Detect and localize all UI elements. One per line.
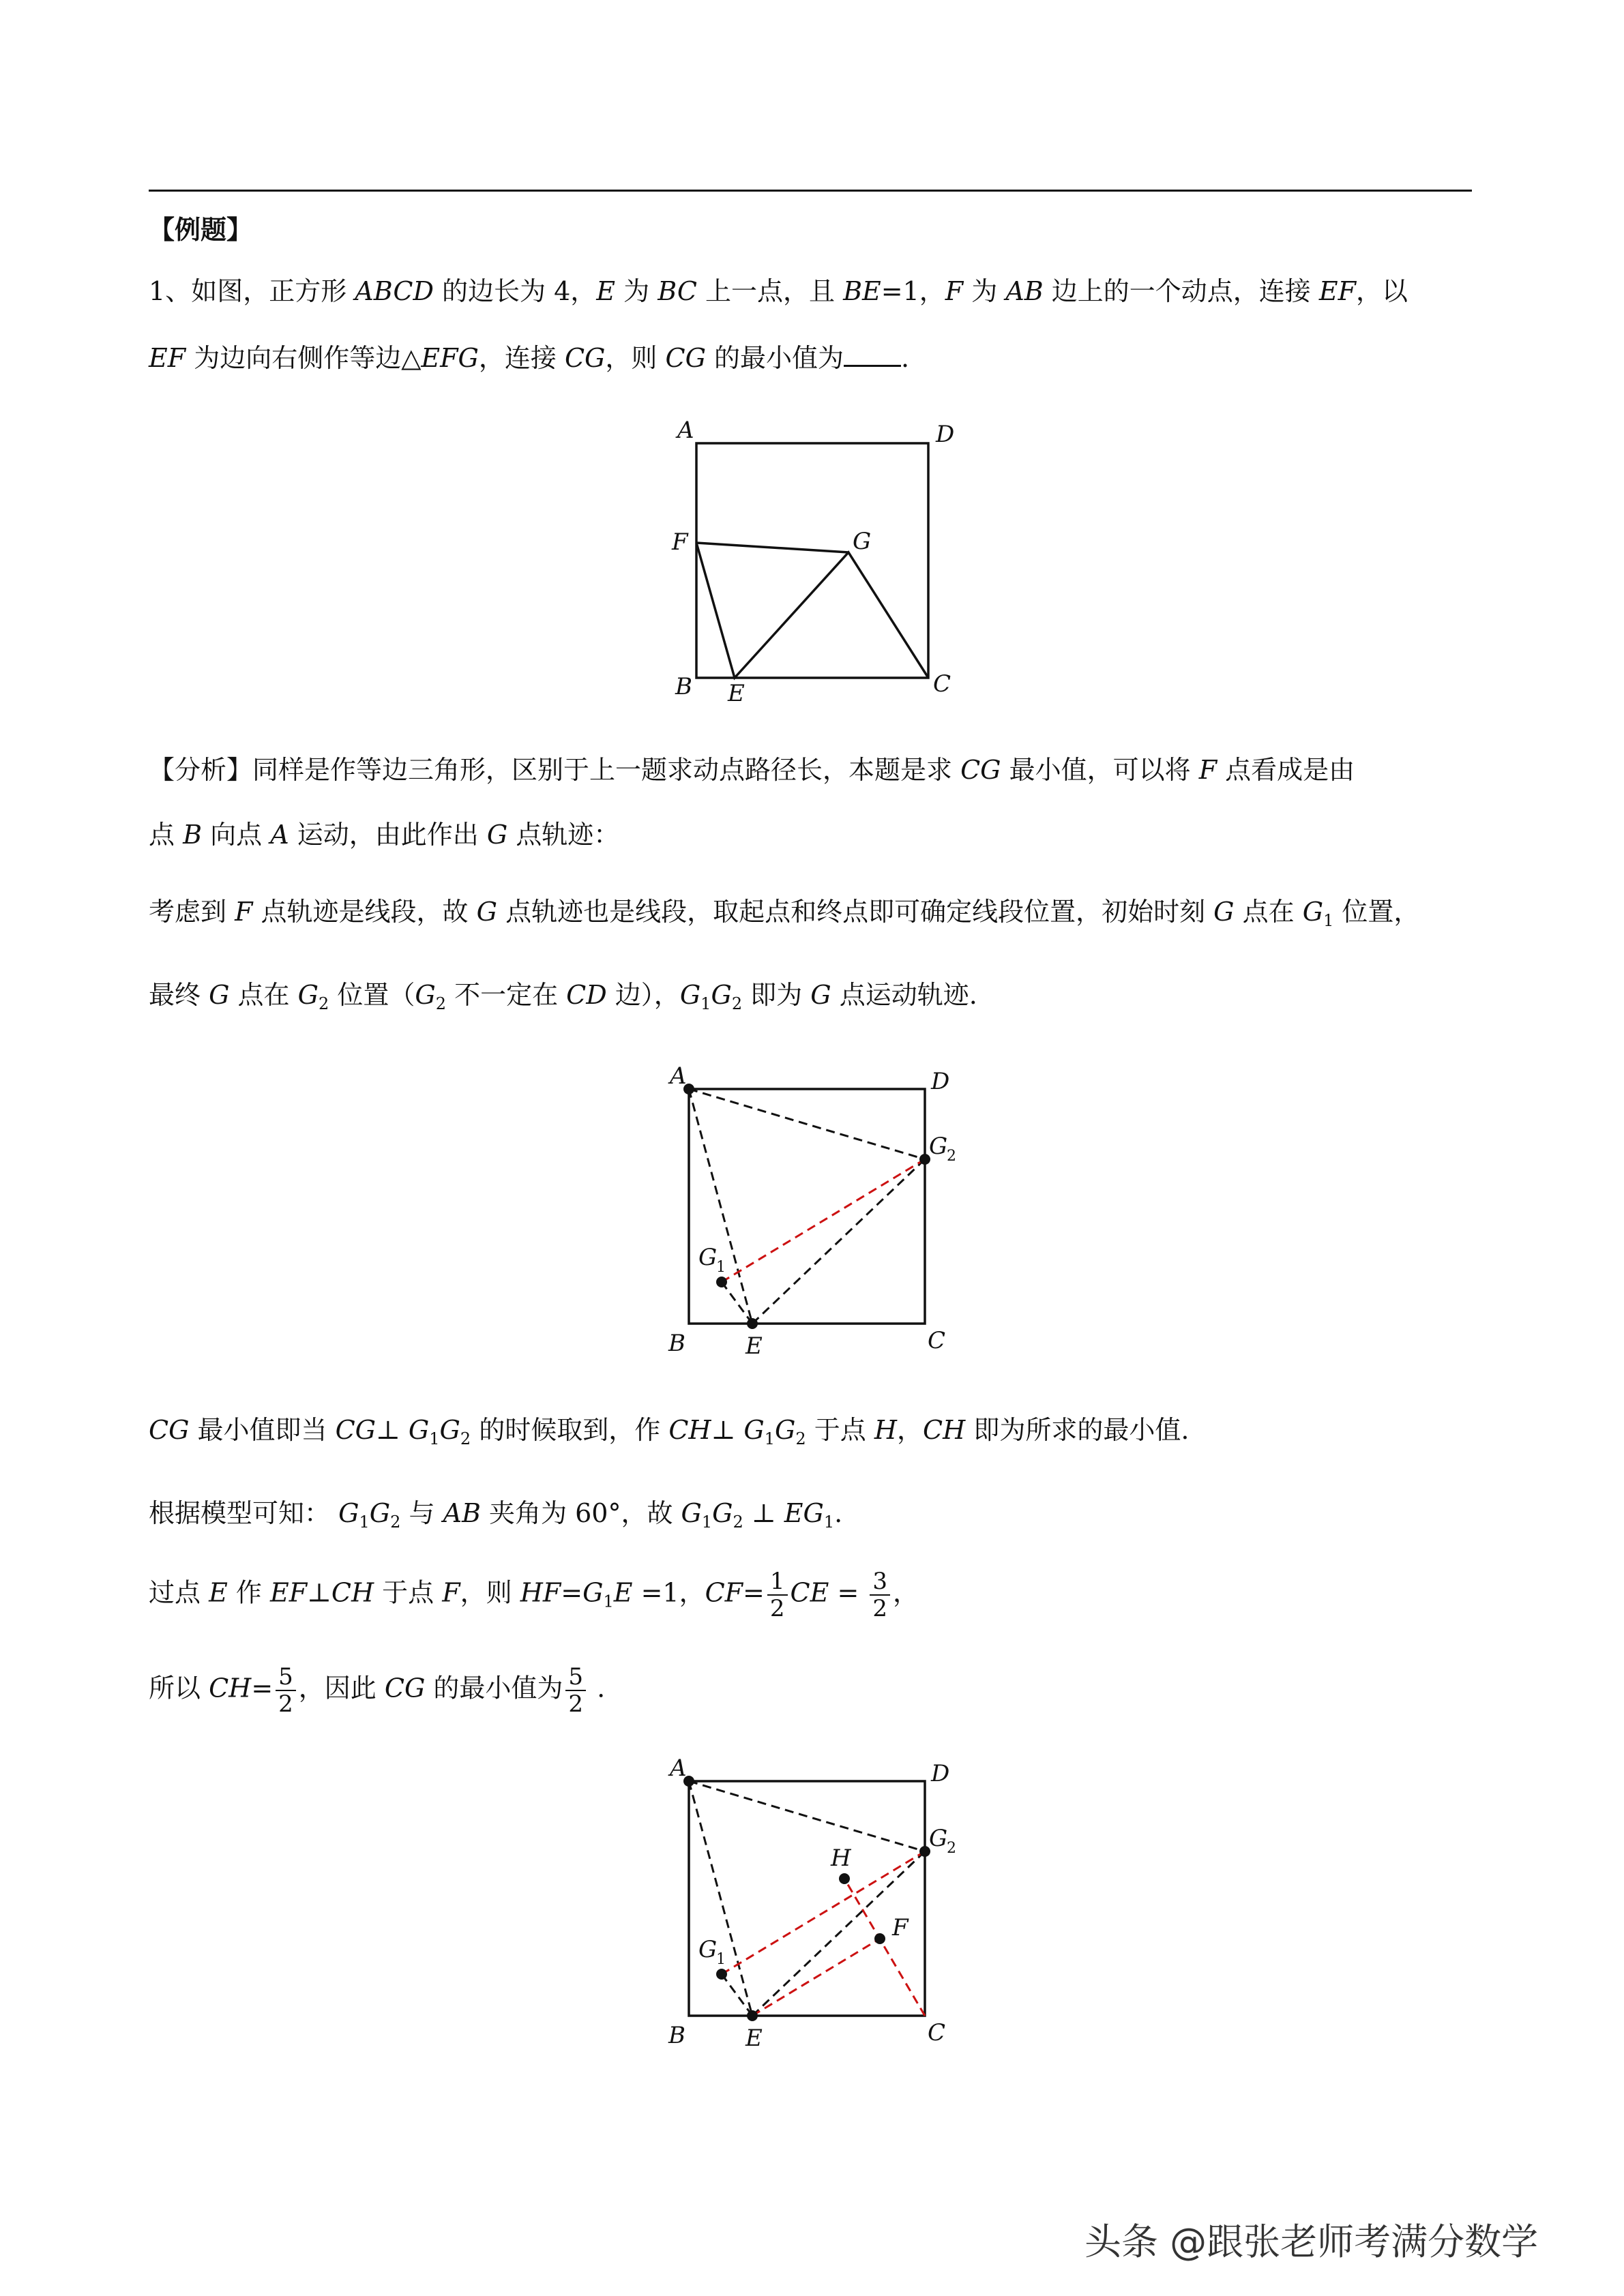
fig3-label-G2: G — [929, 1825, 948, 1852]
fig2-label-B: B — [668, 1330, 685, 1357]
analysis-line-3: 考虑到 F 点轨迹是线段，故 G 点轨迹也是线段，取起点和终点即可确定线段位置，初始时刻 G 点在 $G_1$ 位置， — [149, 897, 1420, 930]
fig2-label-G1: G — [698, 1244, 718, 1271]
fig1-label-B: B — [675, 673, 692, 700]
fig3-label-G2-sub: 2 — [947, 1840, 956, 1857]
fraction-five-halves-1: $\frac{5}{2}$ — [276, 1664, 296, 1717]
fig1-label-F: F — [672, 528, 688, 556]
section-heading: 【例题】 — [149, 214, 253, 245]
fig2-point-E — [747, 1318, 758, 1329]
fig3-label-F: F — [892, 1914, 909, 1941]
fig2-label-G1-sub: 1 — [716, 1259, 726, 1276]
fig3-label-E: E — [745, 2025, 763, 2052]
fig3-label-H: H — [831, 1845, 851, 1872]
fig3-point-H — [839, 1873, 850, 1884]
fig1-label-A: A — [677, 417, 694, 444]
fig3-label-C: C — [928, 2019, 946, 2046]
solution-line-1: CG 最小值即当 CG⊥ $G_1G_2$ 的时候取到，作 CH⊥ $G_1G_2$ 于点 H，CH 即为所求的最小值. — [149, 1415, 1190, 1448]
solution-line-4: 所以 CH= $\frac{5}{2}$ ，因此 CG 的最小值为 $\frac{5}{2}$ . — [149, 1663, 606, 1718]
figure-1 — [655, 409, 969, 723]
analysis-line-2: 点 B 向点 A 运动，由此作出 G 点轨迹： — [149, 820, 620, 850]
analysis-line-4: 最终 G 点在 $G_2$ 位置（$G_2$ 不一定在 CD 边），$G_1G_2$ 即为 G 点运动轨迹. — [149, 980, 977, 1013]
fig3-label-A: A — [670, 1755, 687, 1782]
figure-3 — [655, 1753, 969, 2059]
solution-line-2: 根据模型可知： $G_1G_2$ 与 AB 夹角为 60°，故 $G_1G_2$ ⊥ $EG_1$. — [149, 1498, 843, 1532]
fraction-three-halves: $\frac{3}{2}$ — [870, 1568, 890, 1622]
fig2-label-A: A — [670, 1062, 687, 1090]
fig1-label-D: D — [936, 421, 955, 448]
problem-line-1: 1、如图，正方形 ABCD 的边长为 4，E 为 BC 上一点，且 BE=1，F 为 AB 边上的一个动点，连接 EF，以 — [149, 276, 1408, 306]
header-rule — [149, 190, 1472, 192]
fig3-point-E — [747, 2010, 758, 2021]
fraction-one-half: $\frac{1}{2}$ — [767, 1568, 788, 1622]
fraction-five-halves-2: $\frac{5}{2}$ — [565, 1664, 586, 1717]
figure-2 — [655, 1060, 969, 1367]
fig2-label-C: C — [928, 1327, 946, 1354]
fig3-label-G1-sub: 1 — [716, 1951, 726, 1968]
fig3-label-G1: G — [698, 1936, 718, 1963]
solution-line-3: 过点 E 作 EF⊥CH 于点 F，则 $HF=G_1E =1$，CF= $\frac{1}{2}$ CE = $\frac{3}{2}$ ， — [149, 1568, 919, 1622]
problem-line-2: EF 为边向右侧作等边△EFG，连接 CG，则 CG 的最小值为 . — [149, 343, 910, 373]
fig3-label-D: D — [931, 1760, 950, 1787]
fig2-label-E: E — [745, 1332, 763, 1360]
fig2-label-G2: G — [929, 1133, 948, 1160]
fig3-point-F — [874, 1933, 885, 1944]
fig2-label-G2-sub: 2 — [947, 1148, 956, 1165]
analysis-line-1: 【分析】同样是作等边三角形，区别于上一题求动点路径长，本题是求 CG 最小值，可以将 F 点看成是由 — [149, 755, 1355, 785]
fig2-label-D: D — [931, 1068, 950, 1095]
fig1-label-C: C — [933, 670, 951, 698]
answer-blank — [844, 344, 901, 367]
fig1-label-E: E — [728, 680, 745, 707]
watermark: 头条 @跟张老师考满分数学 — [1084, 2220, 1539, 2263]
fig3-label-B: B — [668, 2022, 685, 2049]
fig3-point-G1 — [716, 1969, 727, 1980]
fig1-label-G: G — [853, 528, 872, 555]
fig2-point-G1 — [716, 1277, 727, 1287]
